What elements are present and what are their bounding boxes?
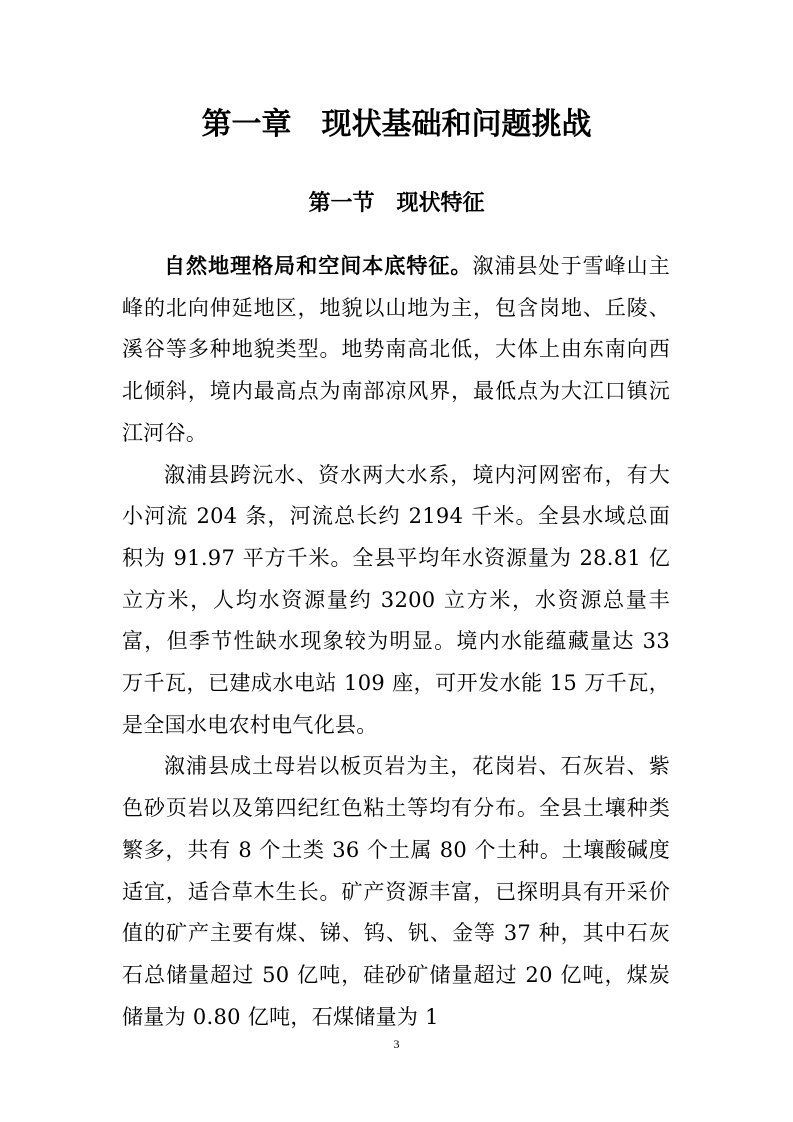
paragraph-lead: 自然地理格局和空间本底特征。 — [164, 254, 473, 278]
paragraph-water-resources — [122, 455, 670, 747]
page-number: 3 — [393, 1037, 400, 1051]
paragraph-text: 溆浦县成土母岩以板页岩为主，花岗岩、石灰岩、紫色砂页岩以及第四纪红色粘土等均有分布。全县土壤种类繁多，共有 8 个土类 36 个土属 80 个土种。土壤酸碱度适宜，适合草木生长。矿产资源丰富，已探明具有开采价值的矿产主要有煤、锑、钨、钒、金等 37 种，其中石灰石总储量超过 50 亿吨，硅砂矿储量超过 20 亿吨，煤炭储量为 0.80 亿吨，石煤储量为 1 — [122, 754, 670, 1029]
body-text — [122, 246, 670, 1038]
paragraph-soil-minerals — [122, 746, 670, 1038]
chapter-title: 第一章 现状基础和问题挑战 — [201, 107, 592, 142]
paragraph-text: 溆浦县跨沅水、资水两大水系，境内河网密布，有大小河流 204 条，河流总长约 2194 千米。全县水域总面积为 91.97 平方千米。全县平均年水资源量为 28.81 亿立方米，人均水资源量约 3200 立方米，水资源总量丰富，但季节性缺水现象较为明显。境内水能蕴藏量达 33 万千瓦，已建成水电站 109 座，可开发水能 15 万千瓦，是全国水电农村电气化县。 — [122, 462, 670, 737]
paragraph-text: 溆浦县处于雪峰山主峰的北向伸延地区，地貌以山地为主，包含岗地、丘陵、溪谷等多种地貌类型。地势南高北低，大体上由东南向西北倾斜，境内最高点为南部凉风界，最低点为大江口镇沅江河谷。 — [122, 254, 671, 445]
paragraph-natural-geography — [122, 246, 670, 455]
section-title: 第一节 现状特征 — [308, 191, 485, 216]
